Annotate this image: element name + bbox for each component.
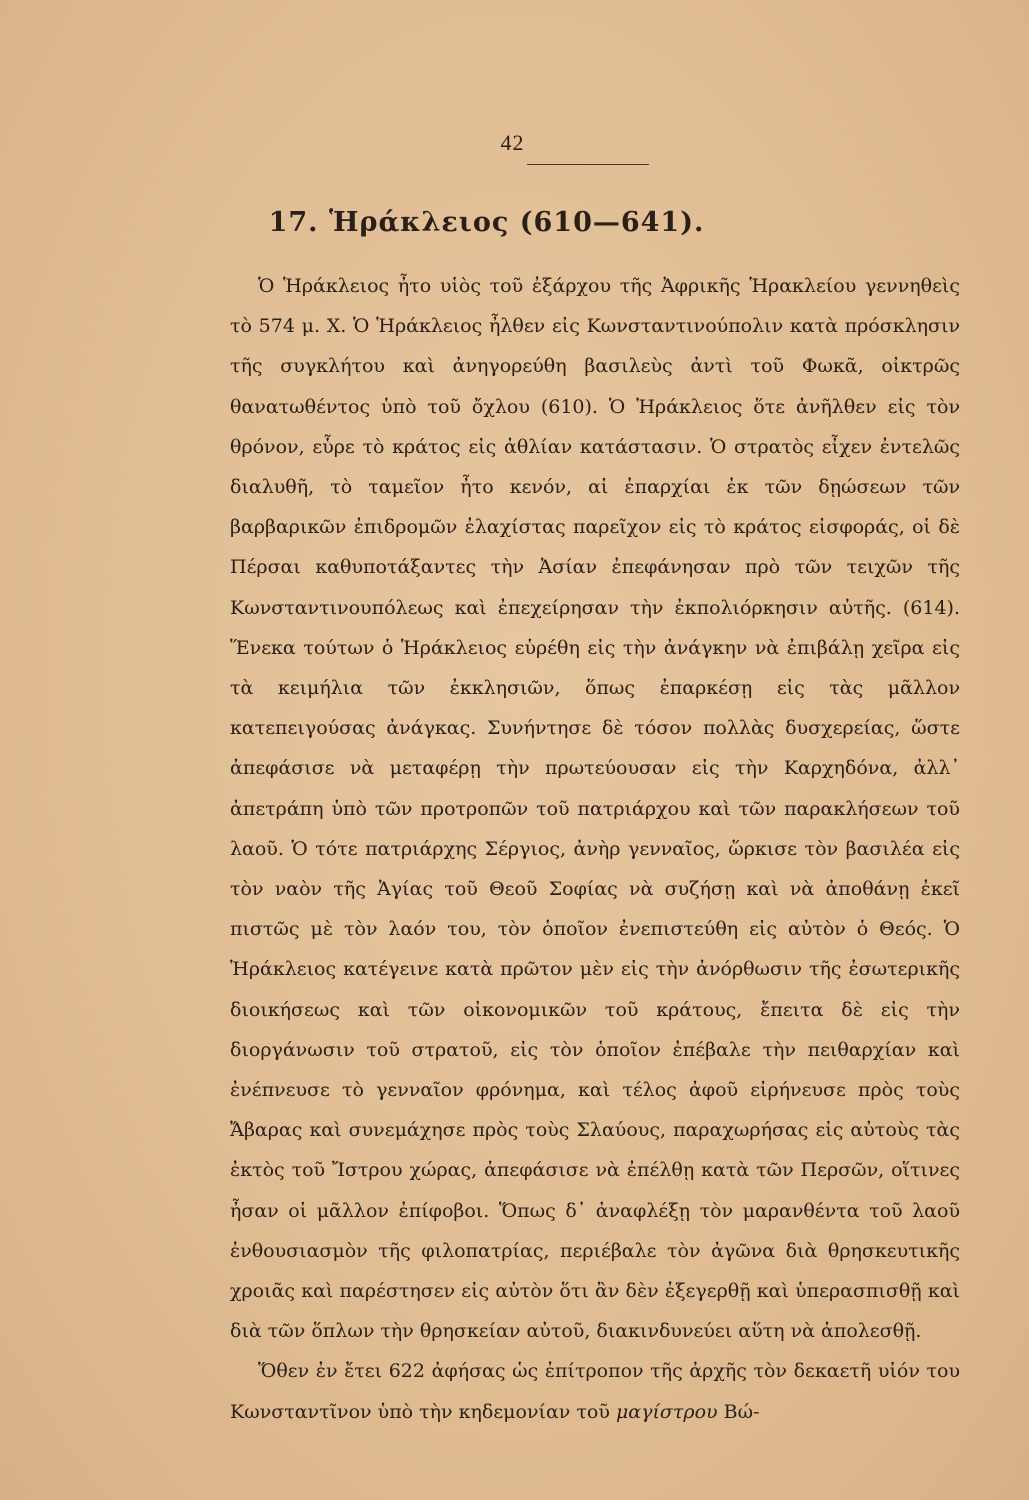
- page-number: 42: [500, 130, 525, 155]
- paragraph-1: Ὁ Ἡράκλειος ἦτο υἱὸς τοῦ ἐξάρχου τῆς Ἀφρικῆς Ἡρακλείου γεννηθεὶς τὸ 574 μ. Χ. Ὁ Ἡράκλειος ἦλθεν εἰς Κωνσταντινούπολιν κατὰ πρόσκλησιν τῆς συγκλήτου καὶ ἀνηγορεύθη βασιλεὺς ἀντὶ τοῦ Φωκᾶ, οἰκτρῶς θανατωθέντος ὑπὸ τοῦ ὄχλου (610). Ὁ Ἡράκλειος ὅτε ἀνῆλθεν εἰς τὸν θρόνον, εὗρε τὸ κράτος εἰς ἀθλίαν κατάστασιν. Ὁ στρατὸς εἶχεν ἐντελῶς διαλυθῆ, τὸ ταμεῖον ἦτο κενόν, αἱ ἐπαρχίαι ἐκ τῶν δῃώσεων τῶν βαρβαρικῶν ἐπιδρομῶν ἐλαχίστας παρεῖχον εἰς τὸ κράτος εἰσφοράς, οἱ δὲ Πέρσαι καθυποτάξαντες τὴν Ἀσίαν ἐπεφάνησαν πρὸ τῶν τειχῶν τῆς Κωνσταντινουπόλεως καὶ ἐπεχείρησαν τὴν ἐκπολιόρκησιν αὐτῆς. (614). Ἕνεκα τούτων ὁ Ἡράκλειος εὑρέθη εἰς τὴν ἀνάγκην νὰ ἐπιβάλῃ χεῖρα εἰς τὰ κειμήλια τῶν ἐκκλησιῶν, ὅπως ἐπαρκέσῃ εἰς τὰς μᾶλλον κατεπειγούσας ἀνάγκας. Συνήντησε δὲ τόσον πολλὰς δυσχερείας, ὥστε ἀπεφάσισε νὰ μεταφέρῃ τὴν πρωτεύουσαν εἰς τὴν Καρχηδόνα, ἀλλ᾽ ἀπετράπη ὑπὸ τῶν προτροπῶν τοῦ πατριάρχου καὶ τῶν παρακλήσεων τοῦ λαοῦ. Ὁ τότε πατριάρχης Σέργιος, ἀνὴρ γενναῖος, ὥρκισε τὸν βασιλέα εἰς τὸν ναὸν τῆς Ἁγίας τοῦ Θεοῦ Σοφίας νὰ συζήσῃ καὶ νὰ ἀποθάνῃ ἐκεῖ πιστῶς μὲ τὸν λαόν του, τὸν ὁποῖον ἐνεπιστεύθη εἰς αὐτὸν ὁ Θεός. Ὁ Ἡράκλειος κατέγεινε κατὰ πρῶτον μὲν εἰς τὴν ἀνόρθωσιν τῆς ἐσωτερικῆς διοικήσεως καὶ τῶν οἰκονομικῶν τοῦ κράτους, ἔπειτα δὲ εἰς τὴν διοργάνωσιν τοῦ στρατοῦ, εἰς τὸν ὁποῖον ἐπέβαλε τὴν πειθαρχίαν καὶ ἐνέπνευσε τὸ γενναῖον φρόνημα, καὶ τέλος ἀφοῦ εἰρήνευσε πρὸς τοὺς Ἄβαρας καὶ συνεμάχησε πρὸς τοὺς Σλαύους, παραχωρήσας εἰς αὐτοὺς τὰς ἐκτὸς τοῦ Ἴστρου χώρας, ἀπεφάσισε νὰ ἐπέλθῃ κατὰ τῶν Περσῶν, οἵτινες ἦσαν οἱ μᾶλλον ἐπίφοβοι. Ὅπως δ᾽ ἀναφλέξῃ τὸν μαρανθέντα τοῦ λαοῦ ἐνθουσιασμὸν τῆς φιλοπατρίας, περιέβαλε τὸν ἀγῶνα διὰ θρησκευτικῆς χροιᾶς καὶ παρέστησεν εἰς αὐτὸν ὅτι ἂν δὲν ἐξεγερθῇ καὶ ὑπερασπισθῇ καὶ διὰ τῶν ὅπλων τὴν θρησκείαν αὐτοῦ, διακινδυνεύει αὕτη νὰ ἀπολεσθῇ.: [230, 275, 960, 1343]
- paragraph-2: [230, 1351, 960, 1431]
- chapter-heading: 17. Ἡράκλειος (610—641).: [268, 207, 705, 238]
- header-rule: [527, 164, 649, 165]
- paragraph-2-end: Βώ-: [723, 1400, 760, 1423]
- italic-word: μαγίστρου: [615, 1400, 718, 1423]
- paragraph-2-text: Ὅθεν ἐν ἔτει 622 ἀφήσας ὡς ἐπίτροπον τῆς ἀρχῆς τὸν δεκαετῆ υἱόν του Κωνσταντῖνον ὑπὸ τὴν κηδεμονίαν τοῦ: [230, 1360, 960, 1423]
- body-text: [230, 266, 960, 1432]
